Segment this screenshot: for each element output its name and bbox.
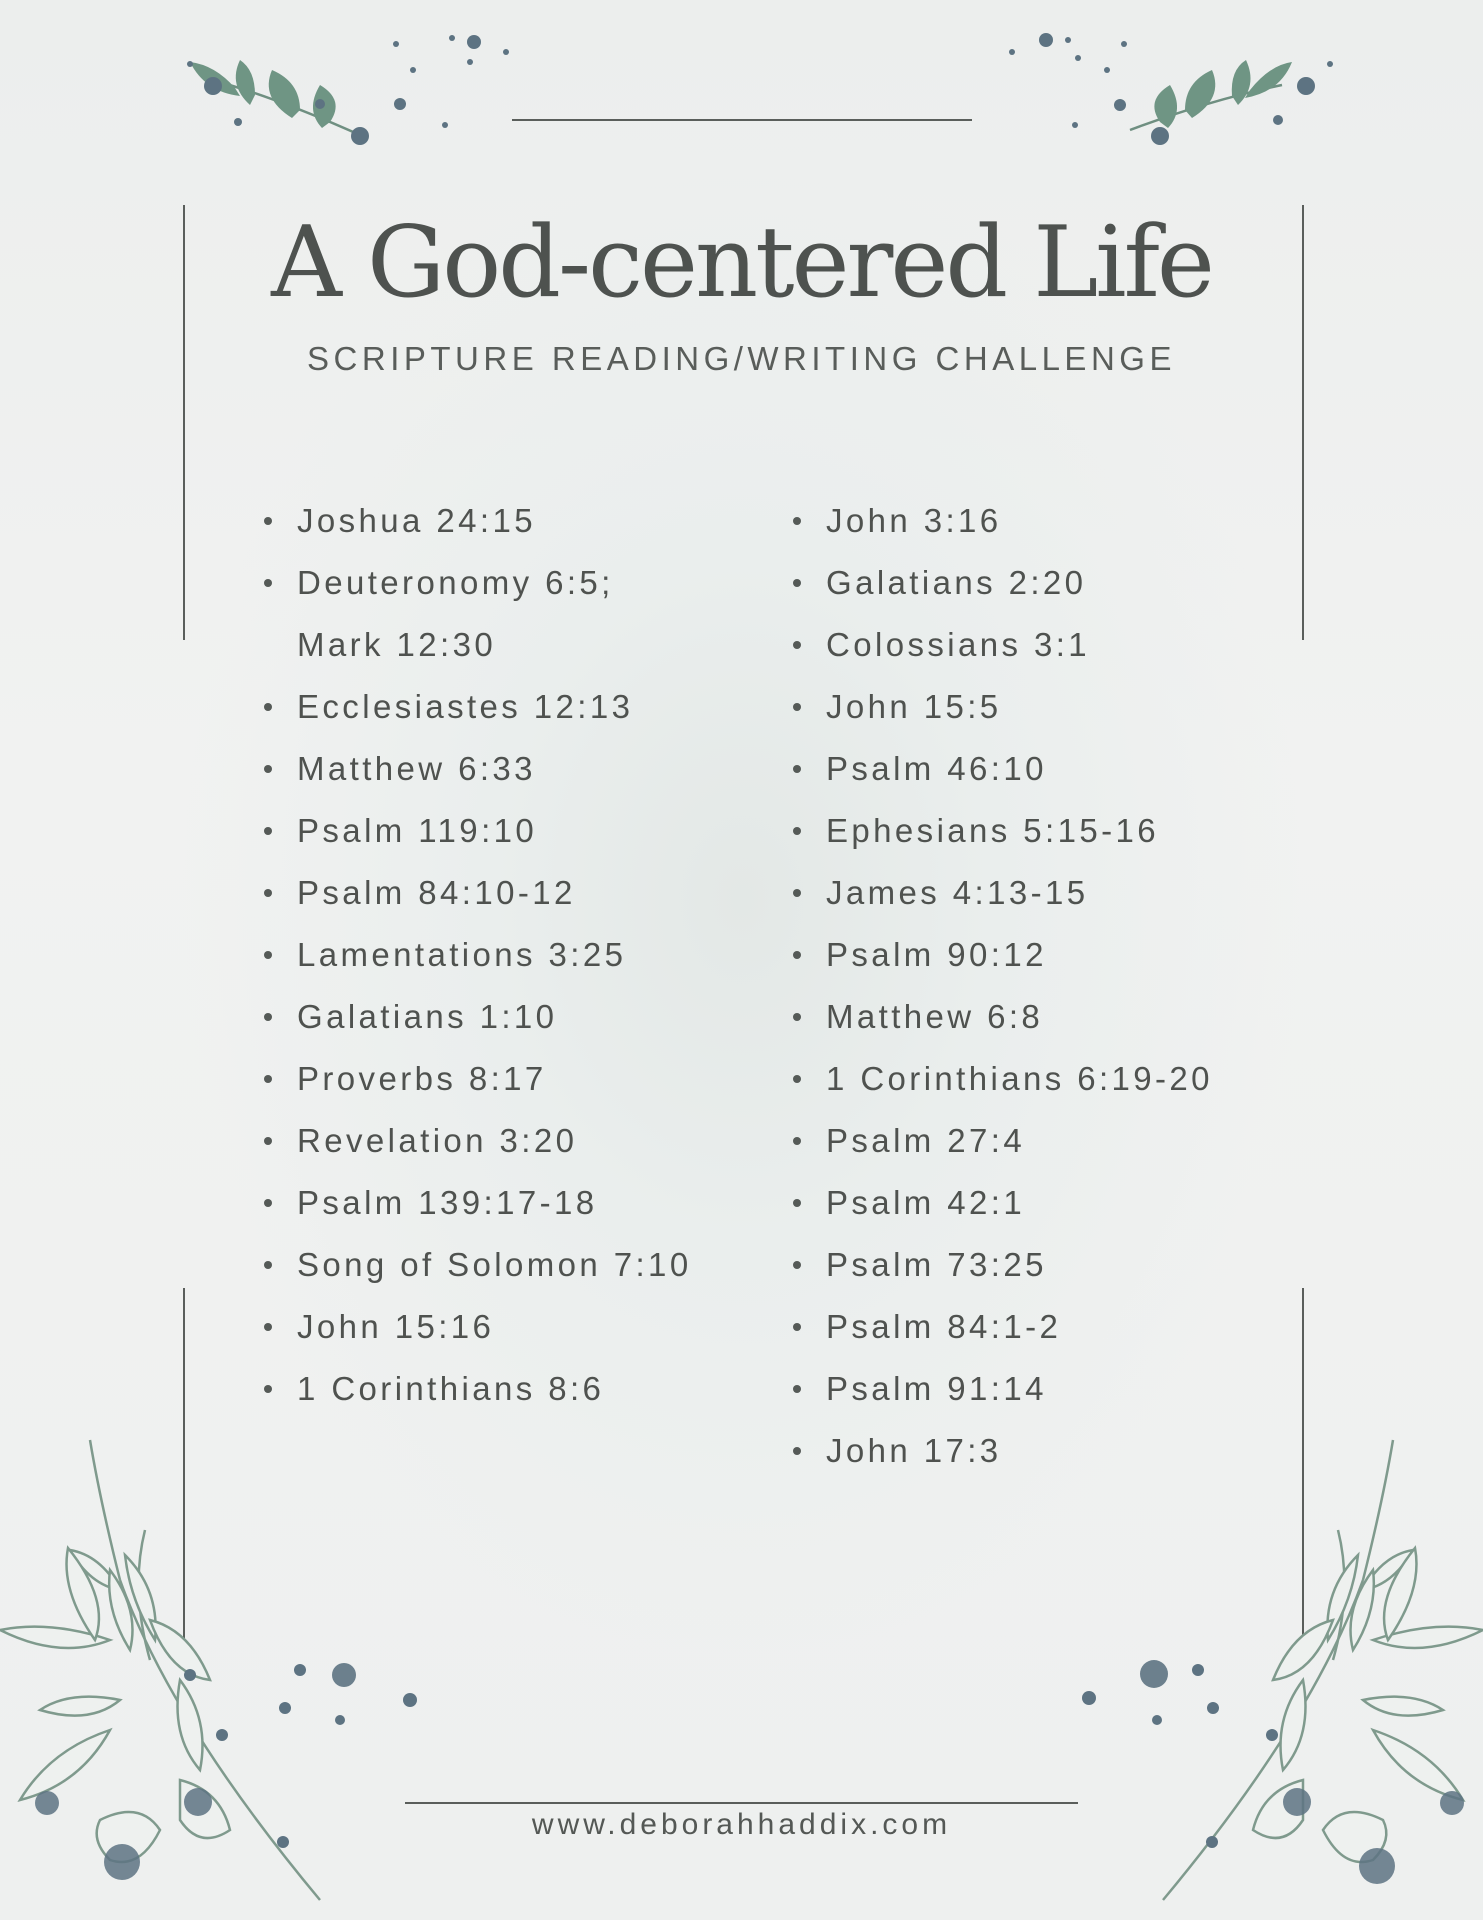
scripture-list-right bbox=[793, 490, 1273, 1482]
list-item: 1 Corinthians 8:6 bbox=[264, 1358, 734, 1420]
list-item: John 17:3 bbox=[793, 1420, 1273, 1482]
list-item: Lamentations 3:25 bbox=[264, 924, 734, 986]
list-item: Psalm 91:14 bbox=[793, 1358, 1273, 1420]
list-item: John 15:16 bbox=[264, 1296, 734, 1358]
list-item: John 15:5 bbox=[793, 676, 1273, 738]
list-item: Proverbs 8:17 bbox=[264, 1048, 734, 1110]
list-item: James 4:13-15 bbox=[793, 862, 1273, 924]
list-item: John 3:16 bbox=[793, 490, 1273, 552]
list-item: Psalm 139:17-18 bbox=[264, 1172, 734, 1234]
list-item: Deuteronomy 6:5; Mark 12:30 bbox=[264, 552, 677, 676]
page-title: A God-centered Life bbox=[271, 206, 1212, 320]
list-item: Colossians 3:1 bbox=[793, 614, 1273, 676]
list-item: Psalm 84:1-2 bbox=[793, 1296, 1273, 1358]
list-item: Galatians 2:20 bbox=[793, 552, 1273, 614]
list-item: Matthew 6:8 bbox=[793, 986, 1273, 1048]
scripture-list-left bbox=[264, 490, 734, 1420]
list-item: Psalm 73:25 bbox=[793, 1234, 1273, 1296]
leaf-sprig-icon bbox=[1009, 33, 1333, 145]
list-item: Psalm 84:10-12 bbox=[264, 862, 734, 924]
leaf-sprig-icon bbox=[187, 35, 509, 145]
list-item: Song of Solomon 7:10 bbox=[264, 1234, 734, 1296]
list-item: Psalm 90:12 bbox=[793, 924, 1273, 986]
list-item: Ephesians 5:15-16 bbox=[793, 800, 1273, 862]
list-item: Psalm 27:4 bbox=[793, 1110, 1273, 1172]
list-item: Psalm 119:10 bbox=[264, 800, 734, 862]
page-subtitle: SCRIPTURE READING/WRITING CHALLENGE bbox=[307, 340, 1176, 377]
list-item: Galatians 1:10 bbox=[264, 986, 734, 1048]
list-item: Revelation 3:20 bbox=[264, 1110, 734, 1172]
list-item: 1 Corinthians 6:19-20 bbox=[793, 1048, 1273, 1110]
list-item: Matthew 6:33 bbox=[264, 738, 734, 800]
list-item: Psalm 42:1 bbox=[793, 1172, 1273, 1234]
list-item: Ecclesiastes 12:13 bbox=[264, 676, 734, 738]
website-url: www.deborahhaddix.com bbox=[531, 1808, 952, 1841]
list-item: Psalm 46:10 bbox=[793, 738, 1273, 800]
list-item: Joshua 24:15 bbox=[264, 490, 734, 552]
